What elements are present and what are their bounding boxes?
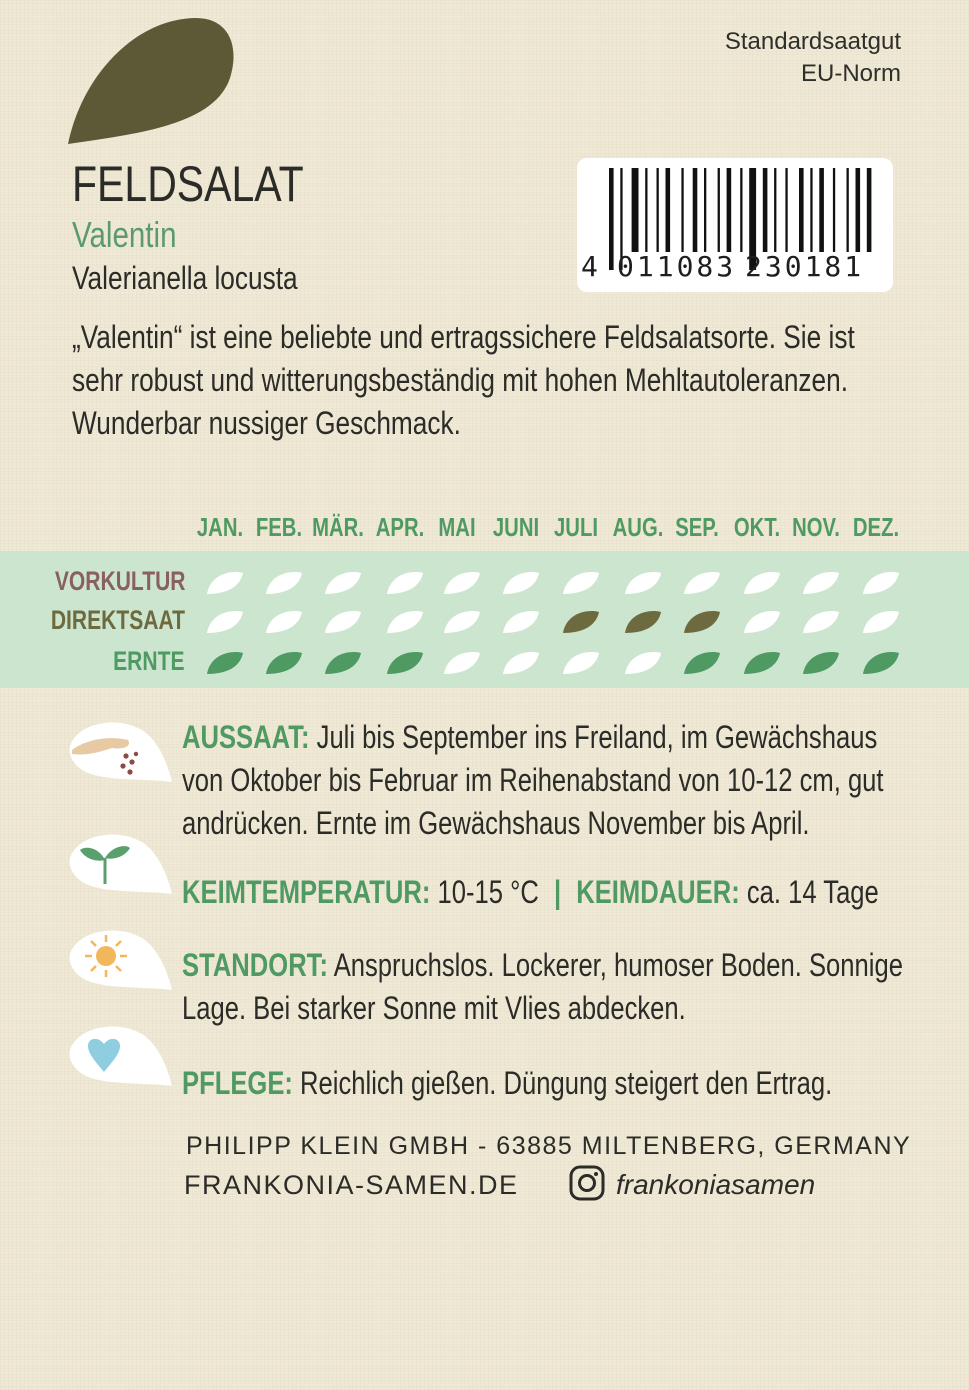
calendar-leaf-inactive bbox=[624, 571, 662, 595]
calendar-row-label: DIREKTSAAT bbox=[50, 605, 185, 635]
latin-name: Valerianella locusta bbox=[72, 260, 298, 296]
barcode-bar bbox=[847, 168, 849, 252]
calendar-leaf-inactive bbox=[862, 610, 900, 634]
standard-line-1: Standardsaatgut bbox=[724, 28, 901, 55]
calendar-row-label: ERNTE bbox=[113, 646, 185, 676]
calendar-leaf-inactive bbox=[206, 610, 244, 634]
barcode-bar bbox=[785, 168, 787, 252]
website-link[interactable]: FRANKONIA-SAMEN.DE bbox=[184, 1170, 519, 1200]
calendar-leaf-inactive bbox=[862, 571, 900, 595]
calendar-leaf-inactive bbox=[324, 610, 362, 634]
barcode-bar bbox=[704, 168, 706, 252]
germination-temperature-value: 10-15 °C bbox=[437, 874, 539, 910]
product-description bbox=[72, 316, 892, 445]
calendar-leaf-active bbox=[386, 651, 424, 675]
calendar-leaf-active bbox=[862, 651, 900, 675]
calendar-leaf-inactive bbox=[802, 571, 840, 595]
barcode-bar bbox=[666, 168, 671, 252]
barcode-bar bbox=[810, 168, 812, 252]
germination-duration-label: KEIMDAUER: bbox=[576, 874, 740, 910]
barcode-digit-group-2: 230181 bbox=[745, 250, 865, 283]
brand-leaf-logo bbox=[64, 16, 238, 146]
calendar-leaf-active bbox=[265, 651, 303, 675]
standard-line-2: EU-Norm bbox=[801, 60, 901, 87]
barcode-bar bbox=[740, 168, 742, 252]
sun-icon bbox=[68, 924, 174, 994]
calendar-leaf-active bbox=[683, 651, 721, 675]
sowing-hand-icon bbox=[68, 716, 174, 786]
pflege-text: Reichlich gießen. Düngung steigert den Ertrag. bbox=[300, 1065, 833, 1101]
calendar-leaf-inactive bbox=[562, 571, 600, 595]
product-title: FELDSALAT bbox=[72, 156, 304, 212]
germination-temperature-label: KEIMTEMPERATUR: bbox=[182, 874, 431, 910]
month-label: FEB. bbox=[255, 512, 303, 542]
barcode-bar bbox=[727, 168, 732, 252]
company-address: PHILIPP KLEIN GMBH - 63885 MILTENBERG, GERMANY bbox=[186, 1132, 912, 1160]
calendar-leaf-inactive bbox=[386, 610, 424, 634]
description-line: „Valentin“ ist eine beliebte und ertragssichere Feldsalatsorte. Sie ist bbox=[72, 319, 855, 355]
calendar-leaf-active bbox=[324, 651, 362, 675]
barcode-bar bbox=[609, 168, 614, 270]
month-label: JULI bbox=[554, 512, 598, 542]
instagram-handle[interactable]: frankoniasamen bbox=[616, 1169, 816, 1200]
month-label: JUNI bbox=[492, 512, 540, 542]
calendar-leaf-inactive bbox=[502, 610, 540, 634]
calendar-row-label: VORKULTUR bbox=[54, 566, 185, 596]
aussaat-text-line: von Oktober bis Februar im Reihenabstand von 10-12 cm, gut bbox=[182, 762, 884, 798]
pflege-label: PFLEGE: bbox=[182, 1065, 293, 1101]
heart-icon bbox=[68, 1020, 174, 1090]
calendar-leaf-inactive bbox=[502, 651, 540, 675]
calendar-month-header bbox=[0, 512, 969, 550]
month-label: DEZ. bbox=[852, 512, 900, 542]
barcode-digit-prefix: 4 bbox=[581, 250, 598, 283]
aussaat-label: AUSSAAT: bbox=[182, 719, 310, 755]
barcode-bar bbox=[693, 168, 698, 252]
aussaat-text-line: Juli bis September ins Freiland, im Gewächshaus bbox=[316, 719, 878, 755]
month-label: MÄR. bbox=[312, 512, 364, 542]
aussaat-section bbox=[182, 716, 969, 845]
aussaat-text-line: andrücken. Ernte im Gewächshaus November bis April. bbox=[182, 805, 810, 841]
calendar-leaf-inactive bbox=[743, 610, 781, 634]
month-label: AUG. bbox=[612, 512, 664, 542]
calendar-leaf-inactive bbox=[743, 571, 781, 595]
calendar-leaf-inactive bbox=[683, 571, 721, 595]
barcode-bar bbox=[833, 168, 835, 252]
barcode-bar bbox=[856, 168, 861, 252]
germination-duration-value: ca. 14 Tage bbox=[746, 874, 879, 910]
month-label: MAI bbox=[438, 512, 476, 542]
calendar-leaf-inactive bbox=[265, 610, 303, 634]
calendar-leaf-inactive bbox=[386, 571, 424, 595]
barcode-bar bbox=[763, 168, 768, 252]
calendar-leaf-inactive bbox=[265, 571, 303, 595]
barcode-bar bbox=[657, 168, 659, 252]
calendar-leaf-active bbox=[683, 610, 721, 634]
barcode-bar bbox=[819, 168, 824, 252]
calendar-leaf-inactive bbox=[502, 571, 540, 595]
calendar-leaf-active bbox=[562, 610, 600, 634]
calendar-leaf-inactive bbox=[802, 610, 840, 634]
calendar-leaf-inactive bbox=[206, 571, 244, 595]
calendar-leaf-inactive bbox=[624, 651, 662, 675]
seed-standard-note bbox=[725, 26, 901, 90]
standort-text-line: Lage. Bei starker Sonne mit Vlies abdecken. bbox=[182, 990, 686, 1026]
separator: | bbox=[553, 874, 562, 910]
calendar-leaf-active bbox=[802, 651, 840, 675]
barcode-bar bbox=[645, 168, 647, 252]
germination-section bbox=[182, 871, 969, 914]
month-label: OKT. bbox=[733, 512, 781, 542]
standort-label: STANDORT: bbox=[182, 947, 328, 983]
calendar-leaf-inactive bbox=[443, 610, 481, 634]
barcode-bar bbox=[718, 168, 720, 252]
description-line: sehr robust und witterungsbeständig mit hohen Mehltautoleranzen. bbox=[72, 362, 849, 398]
month-label: APR. bbox=[375, 512, 425, 542]
pflege-section bbox=[182, 1062, 969, 1105]
calendar-leaf-active bbox=[743, 651, 781, 675]
calendar-leaf-inactive bbox=[443, 571, 481, 595]
calendar-leaf-inactive bbox=[443, 651, 481, 675]
month-label: NOV. bbox=[792, 512, 840, 542]
barcode-bar bbox=[867, 168, 872, 252]
barcode-bar bbox=[799, 168, 804, 252]
variety-name: Valentin bbox=[72, 214, 177, 255]
barcode-bar bbox=[681, 168, 683, 252]
standort-section bbox=[182, 944, 969, 1030]
sowing-calendar-band bbox=[0, 551, 969, 688]
calendar-leaf-inactive bbox=[562, 651, 600, 675]
ean-barcode bbox=[577, 158, 893, 292]
calendar-leaf-active bbox=[624, 610, 662, 634]
calendar-leaf-inactive bbox=[324, 571, 362, 595]
instagram-icon[interactable] bbox=[568, 1164, 606, 1202]
month-label: JAN. bbox=[196, 512, 244, 542]
seedling-icon bbox=[68, 828, 174, 898]
month-label: SEP. bbox=[675, 512, 719, 542]
standort-text-line: Anspruchslos. Lockerer, humoser Boden. Sonnige bbox=[333, 947, 903, 983]
calendar-leaf-active bbox=[206, 651, 244, 675]
description-line: Wunderbar nussiger Geschmack. bbox=[72, 405, 461, 441]
barcode-bar bbox=[632, 168, 639, 252]
barcode-bar bbox=[774, 168, 776, 252]
barcode-digit-group-1: 011083 bbox=[617, 250, 737, 283]
